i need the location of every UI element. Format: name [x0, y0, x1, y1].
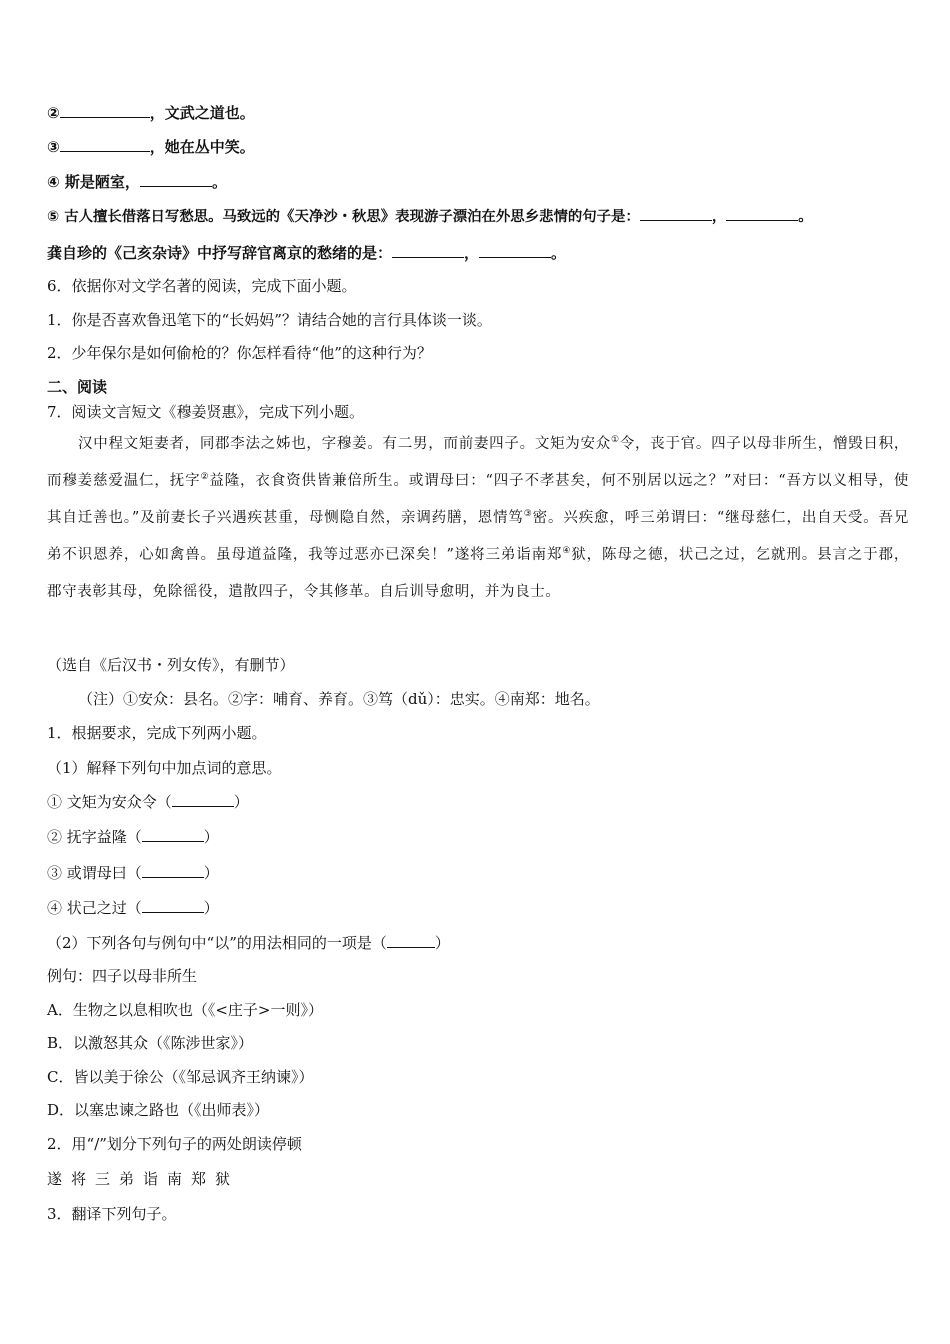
item-text: ，她在丛中笑。: [149, 138, 255, 156]
item-text: 。: [798, 209, 813, 225]
passage-source: （选自《后汉书・列女传》，有删节）: [47, 656, 295, 674]
word-item-3: [47, 862, 219, 883]
q6-title: 6．依据你对文学名著的阅读，完成下面小题。: [47, 277, 357, 295]
word-item-1: [47, 791, 249, 812]
classical-passage: [47, 426, 909, 611]
option-a[interactable]: A．生物之以息相吹也（《<庄子>一则》）: [47, 1001, 323, 1019]
word-text: ）: [203, 899, 219, 917]
word-item-4: [47, 897, 219, 918]
blank-item-2: [47, 102, 255, 123]
passage-text: 密。兴疾愈，呼三弟谓曰：“继母慈仁，出自天受。吾兄弟不识恩养，心如禽兽。虽母道益隆，我等过恶亦已深矣！”遂将三弟诣南郑: [47, 510, 909, 563]
footnote-mark: ③: [523, 509, 533, 520]
answer-blank[interactable]: [172, 791, 234, 807]
option-d[interactable]: D．以塞忠谏之路也（《出师表》）: [47, 1101, 270, 1119]
passage-text: 汉中程文矩妻者，同郡李法之姊也，字穆姜。有二男，而前妻四子。文矩为安众: [78, 436, 611, 452]
answer-blank[interactable]: [60, 136, 150, 152]
question-text: （2）下列各句与例句中“以”的用法相同的一项是（: [47, 934, 387, 952]
blank-item-3: [47, 136, 255, 157]
passage-text: 益隆，衣食资供皆兼倍所生。或谓母曰：“四子不孝甚矣，何不别居以远之？”对曰：“吾方以义相导，使其自迁善也。”及前妻长子兴遇疾甚重，母恻隐自然，亲调药膳，恩情笃: [47, 473, 910, 526]
item-text: 。: [551, 244, 567, 262]
item-text: 。: [211, 173, 227, 191]
answer-blank[interactable]: [60, 102, 150, 118]
footnote-mark: ①: [610, 435, 620, 446]
blank-item-5: [47, 205, 813, 227]
answer-blank[interactable]: [392, 242, 464, 258]
answer-blank[interactable]: [387, 932, 435, 948]
option-b[interactable]: B．以激怒其众（《陈涉世家》）: [47, 1034, 254, 1052]
q7-sub1-2: [47, 932, 450, 953]
q7-sub2-title: 2．用“/”划分下列句子的两处朗读停顿: [47, 1135, 302, 1153]
answer-blank[interactable]: [142, 862, 204, 878]
answer-blank[interactable]: [142, 826, 204, 842]
word-text: ② 抚字益隆（: [47, 828, 142, 846]
pause-sentence: 遂将三弟诣南郑狱: [47, 1170, 240, 1188]
question-text: ）: [434, 934, 450, 952]
example-sentence: 例句：四子以母非所生: [47, 967, 198, 985]
word-text: ③ 或谓母曰（: [47, 864, 142, 882]
q6-sub1: 1．你是否喜欢鲁迅笔下的“长妈妈”？请结合她的言行具体谈一谈。: [47, 311, 492, 329]
item-text: ，文武之道也。: [149, 104, 255, 122]
footnote-mark: ④: [562, 546, 572, 557]
answer-blank[interactable]: [640, 205, 712, 221]
item-text: 龚自珍的《己亥杂诗》中抒写辞官离京的愁绪的是：: [47, 244, 393, 262]
answer-blank[interactable]: [140, 171, 212, 187]
word-text: ）: [203, 828, 219, 846]
q6-sub2: 2．少年保尔是如何偷枪的？你怎样看待“他”的这种行为？: [47, 344, 432, 362]
q7-title: 7．阅读文言短文《穆姜贤惠》，完成下列小题。: [47, 403, 365, 421]
section-heading: 二、阅读: [47, 378, 108, 396]
passage-text: 狱，陈母之德，状己之过，乞就刑。县言之于郡，郡守表彰其母，免除徭役，遣散四子，令其修革。自后训导愈明，并为良士。: [47, 547, 910, 600]
passage-notes: （注）①安众：县名。②字：哺育、养育。③笃（dǔ）：忠实。④南郑：地名。: [78, 690, 600, 708]
item-text: ⑤ 古人擅长借落日写愁思。马致远的《天净沙・秋思》表现游子漂泊在外思乡悲情的句子是：: [47, 209, 640, 225]
item-number: ②: [47, 104, 60, 122]
item-text: ④ 斯是陋室，: [47, 173, 140, 191]
item-number: ③: [47, 138, 60, 156]
word-text: ）: [203, 864, 219, 882]
word-text: ④ 状己之过（: [47, 899, 142, 917]
passage-text: 令，丧于官。四子以母非所生，憎毁日积，而穆姜慈爱温仁，抚字: [47, 436, 909, 489]
q7-sub1-title: 1．根据要求，完成下列两小题。: [47, 724, 267, 742]
word-text: ）: [233, 793, 249, 811]
word-text: ① 文矩为安众令（: [47, 793, 172, 811]
q7-sub3-title: 3．翻译下列句子。: [47, 1205, 177, 1223]
option-c[interactable]: C．皆以美于徐公（《邹忌讽齐王纳谏》）: [47, 1068, 314, 1086]
answer-blank[interactable]: [726, 205, 798, 221]
footnote-mark: ②: [200, 472, 210, 483]
answer-blank[interactable]: [479, 242, 551, 258]
blank-item-4: [47, 171, 227, 192]
q7-sub1-1: （1）解释下列句中加点词的意思。: [47, 759, 282, 777]
answer-blank[interactable]: [142, 897, 204, 913]
word-item-2: [47, 826, 219, 847]
separator: ，: [711, 209, 727, 225]
separator: ，: [464, 244, 480, 262]
blank-item-5b: [47, 242, 566, 263]
